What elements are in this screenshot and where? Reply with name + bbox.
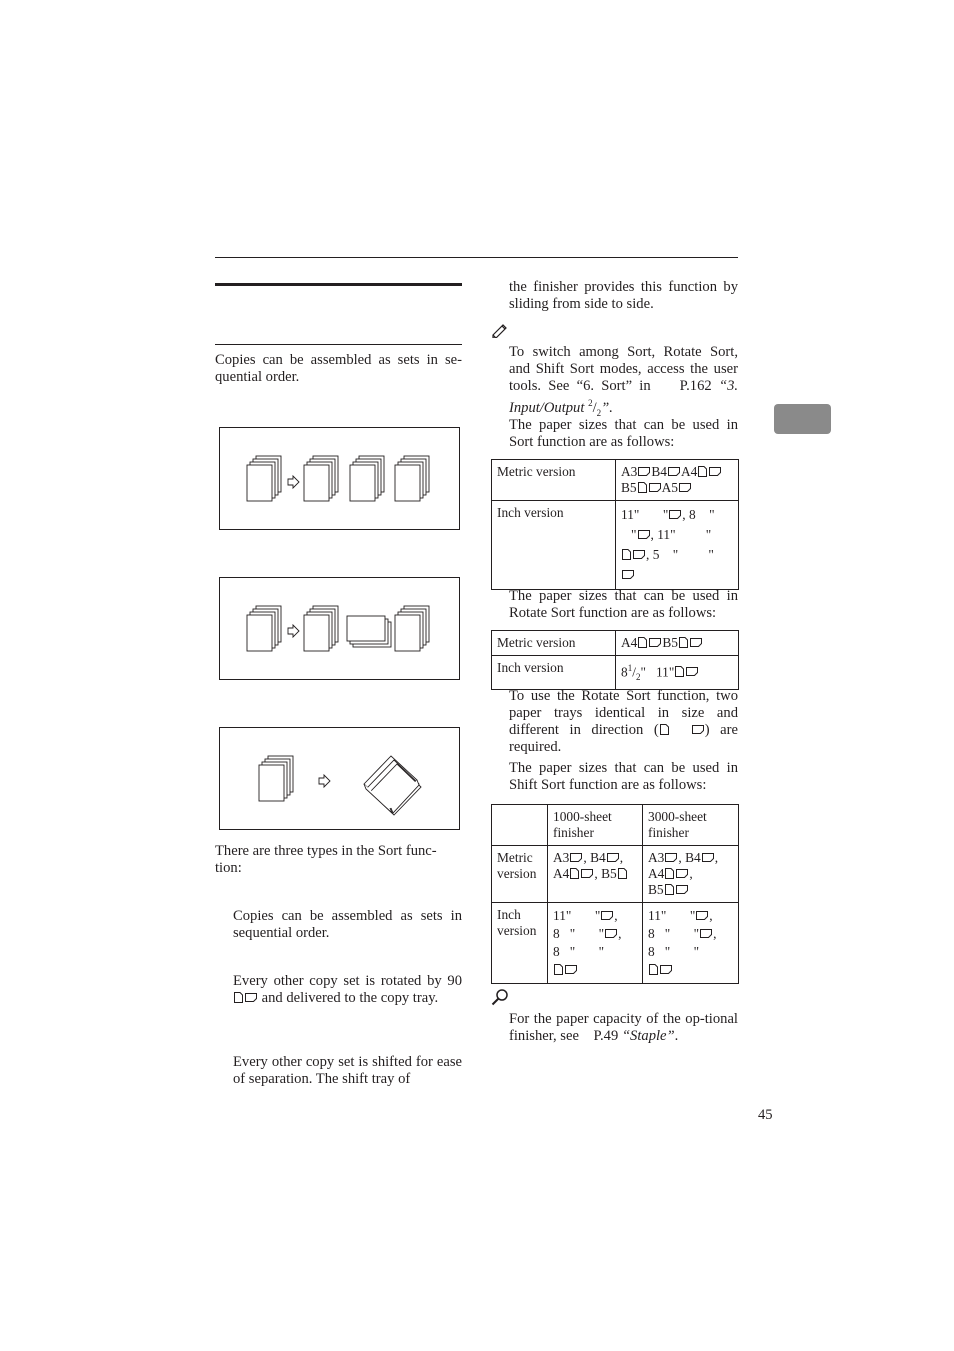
shift-sort-paper-size-table — [491, 804, 739, 984]
portrait-paper-icon — [660, 724, 669, 735]
landscape-paper-icon — [679, 483, 691, 492]
inch-version-label: Inch version — [492, 656, 616, 690]
landscape-paper-icon — [601, 911, 613, 920]
table-row — [492, 903, 739, 984]
table-row — [492, 631, 739, 656]
landscape-paper-icon — [581, 869, 593, 878]
types-intro: There are three types in the Sort func-tion: — [215, 843, 437, 876]
shifted-stack — [364, 756, 421, 815]
landscape-paper-icon — [570, 853, 582, 862]
metric-sizes: A4 B5 — [616, 631, 739, 656]
landscape-paper-icon — [605, 929, 617, 938]
landscape-paper-icon — [686, 667, 698, 676]
landscape-paper-icon — [668, 467, 680, 476]
portrait-paper-icon — [570, 868, 579, 879]
landscape-paper-icon — [669, 510, 681, 519]
stack-sheet — [304, 465, 329, 501]
sort-description: Copies can be assembled as sets in sequential order. — [233, 908, 462, 941]
page-number: 45 — [758, 1107, 773, 1123]
rotate-sort-illustration — [219, 577, 460, 680]
table-row — [492, 805, 739, 846]
landscape-paper-icon — [676, 869, 688, 878]
landscape-paper-icon — [638, 467, 650, 476]
empty-header-cell — [492, 805, 548, 846]
stack-sheet — [395, 465, 420, 501]
table-row — [492, 656, 739, 690]
metric-version-label: Metric version — [492, 631, 616, 656]
landscape-paper-icon — [709, 467, 721, 476]
heading-rule-thick — [215, 283, 462, 286]
shift-sort-diagram — [220, 728, 459, 829]
header-1000-sheet: 1000-sheet finisher — [548, 805, 643, 846]
reference-paragraph: For the paper capacity of the op-tional finisher, see P.49 “Staple”. — [509, 1011, 738, 1044]
metric-sizes: A3 B4 A4 B5 A5 — [616, 460, 739, 501]
portrait-paper-icon — [665, 868, 674, 879]
intro-paragraph: Copies can be assembled as sets in se-quential order. — [215, 352, 462, 385]
landscape-paper-icon — [565, 965, 577, 974]
portrait-paper-icon — [665, 884, 674, 895]
landscape-paper-icon — [692, 725, 704, 734]
magnifier-reference-icon — [491, 988, 509, 1006]
inch-sizes: $8^1/_2$" 11" — [616, 656, 739, 690]
landscape-paper-icon — [633, 550, 645, 559]
metric-1000-sizes: A3 , B4 , A4 , B5 — [548, 846, 643, 903]
landscape-paper-icon — [702, 853, 714, 862]
landscape-paper-icon — [622, 570, 634, 579]
landscape-paper-icon — [690, 638, 702, 647]
landscape-paper-icon — [649, 638, 661, 647]
landscape-paper-icon — [660, 965, 672, 974]
rotate-sort-paper-size-table — [491, 630, 739, 690]
metric-version-label: Metric version — [492, 460, 616, 501]
landscape-paper-icon — [607, 853, 619, 862]
outline-arrow-icon — [288, 625, 299, 637]
metric-version-label: Metric version — [492, 846, 548, 903]
portrait-paper-icon — [698, 466, 707, 477]
portrait-paper-icon — [622, 549, 631, 560]
inch-3000-sizes: 11" " , 8 " " , 8 " " — [643, 903, 739, 984]
stack-sheet — [247, 465, 272, 501]
top-rule — [215, 257, 738, 258]
heading-rule-thin — [215, 344, 462, 345]
table-row — [492, 501, 739, 590]
rotate-sizes-note: The paper sizes that can be used in Rotate Sort function are as follows: — [509, 588, 738, 621]
shift-sort-illustration — [219, 727, 460, 830]
outline-arrow-icon — [319, 775, 330, 787]
portrait-paper-icon — [638, 482, 647, 493]
header-3000-sheet: 3000-sheet finisher — [643, 805, 739, 846]
landscape-paper-icon — [700, 929, 712, 938]
metric-3000-sizes: A3 , B4 , A4 , B5 — [643, 846, 739, 903]
table-row — [492, 846, 739, 903]
portrait-paper-icon — [234, 992, 243, 1003]
portrait-paper-icon — [649, 964, 658, 975]
note-switch-modes: To switch among Sort, Rotate Sort, and Shift Sort modes, access the user tools. See “6. Sort” in P.162 “3. Input/Output $^2/_2$”. — [509, 344, 739, 418]
portrait-paper-icon — [675, 666, 684, 677]
inch-version-label: Inch version — [492, 903, 548, 984]
inch-sizes: 11" " , 8 " " , 11" " , 5 " " — [616, 501, 739, 590]
landscape-paper-icon — [245, 993, 257, 1002]
page-reference[interactable]: P.49 — [593, 1028, 619, 1044]
landscape-paper-icon — [638, 530, 650, 539]
portrait-paper-icon — [618, 868, 627, 879]
outline-arrow-icon — [288, 476, 299, 488]
page-reference[interactable]: P.162 — [679, 378, 712, 394]
inch-version-label: Inch version — [492, 501, 616, 590]
landscape-paper-icon — [665, 853, 677, 862]
landscape-paper-icon — [649, 483, 661, 492]
portrait-paper-icon — [554, 964, 563, 975]
sort-sizes-note: The paper sizes that can be used in Sort function are as follows: — [509, 417, 738, 450]
rotate-requirement-note: To use the Rotate Sort function, two paper trays identical in size and different in direction ( ) are required. — [509, 688, 739, 755]
portrait-paper-icon — [679, 637, 688, 648]
table-row — [492, 460, 739, 501]
landscape-paper-icon — [696, 911, 708, 920]
shift-sort-description: Every other copy set is shifted for ease of separation. The shift tray of — [233, 1054, 462, 1087]
shift-sizes-note: The paper sizes that can be used in Shift Sort function are as follows: — [509, 760, 738, 793]
sort-diagram — [220, 428, 459, 529]
stack-sheet — [350, 465, 375, 501]
rotate-sort-diagram — [220, 578, 459, 679]
pencil-note-icon — [491, 322, 509, 338]
landscape-paper-icon — [676, 885, 688, 894]
shift-continuation: the finisher provides this function by sliding from side to side. — [509, 279, 738, 312]
sort-paper-size-table — [491, 459, 739, 590]
rotate-sort-description: Every other copy set is rotated by 90 and delivered to the copy tray. — [233, 973, 462, 1006]
inch-1000-sizes: 11" " , 8 " " , 8 " " — [548, 903, 643, 984]
chapter-tab — [774, 404, 831, 434]
sort-illustration — [219, 427, 460, 530]
portrait-paper-icon — [638, 637, 647, 648]
